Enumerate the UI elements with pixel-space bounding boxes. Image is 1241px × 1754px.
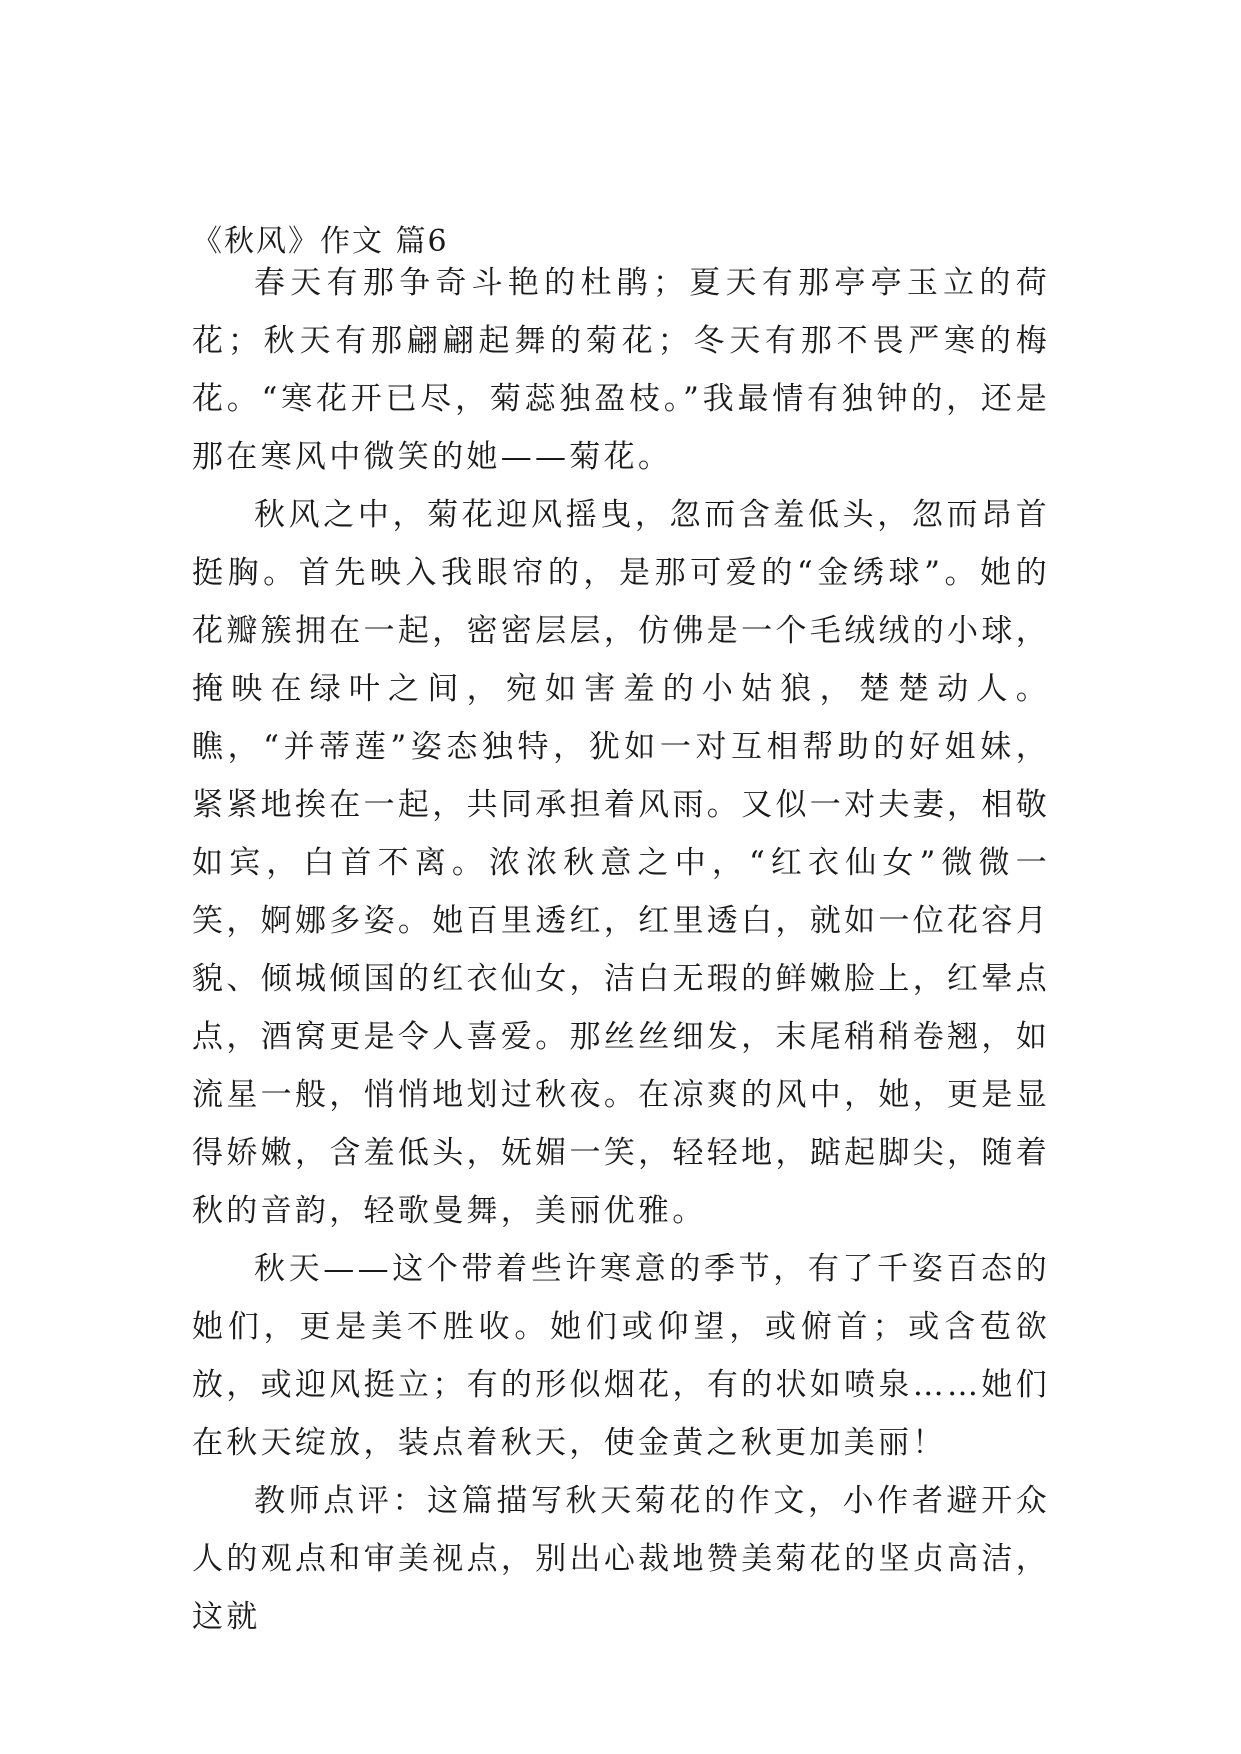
essay-title: 《秋风》作文 篇6 — [192, 224, 449, 259]
paragraph-1: 春天有那争奇斗艳的杜鹃；夏天有那亭亭玉立的荷花；秋天有那翩翩起舞的菊花；冬天有那不畏严寒的梅花。“寒花开已尽，菊蕊独盈枝。”我最情有独钟的，还是那在寒风中微笑的她——菊花。 — [192, 265, 1050, 475]
paragraph-3: 秋天——这个带着些许寒意的季节，有了千姿百态的她们，更是美不胜收。她们或仰望，或俯首；或含苞欲放，或迎风挺立；有的形似烟花，有的状如喷泉……她们在秋天绽放，装点着秋天，使金黄之秋更加美丽！ — [192, 1251, 1050, 1461]
paragraph-2: 秋风之中，菊花迎风摇曳，忽而含羞低头，忽而昂首挺胸。首先映入我眼帘的，是那可爱的“金绣球”。她的花瓣簇拥在一起，密密层层，仿佛是一个毛绒绒的小球，掩映在绿叶之间，宛如害羞的小姑狼，楚楚动人。瞧，“并蒂莲”姿态独特，犹如一对互相帮助的好姐妹，紧紧地挨在一起，共同承担着风雨。又似一对夫妻，相敬如宾，白首不离。浓浓秋意之中，“红衣仙女”微微一笑，婀娜多姿。她百里透红，红里透白，就如一位花容月貌、倾城倾国的红衣仙女，洁白无瑕的鲜嫩脸上，红晕点点，酒窝更是令人喜爱。那丝丝细发，末尾稍稍卷翘，如流星一般，悄悄地划过秋夜。在凉爽的风中，她，更是显得娇嫩，含羞低头，妩媚一笑，轻轻地，踮起脚尖，随着秋的音韵，轻歌曼舞，美丽优雅。 — [192, 497, 1050, 1229]
paragraph-4: 教师点评：这篇描写秋天菊花的作文，小作者避开众人的观点和审美视点，别出心裁地赞美菊花的坚贞高洁，这就 — [192, 1483, 1050, 1635]
essay-body — [192, 254, 1050, 1646]
